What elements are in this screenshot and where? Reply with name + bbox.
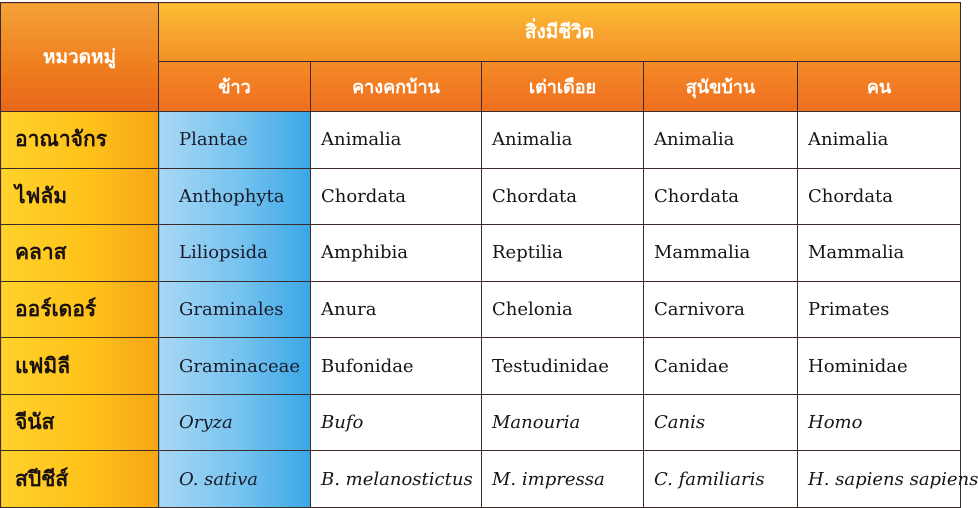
table-cell: Bufonidae <box>311 338 482 395</box>
table-cell: Chordata <box>311 168 482 225</box>
table-cell: Carnivora <box>644 281 798 338</box>
table-cell: Chordata <box>644 168 798 225</box>
table-cell: Animalia <box>644 112 798 169</box>
taxonomy-table <box>0 2 978 508</box>
table-cell: Homo <box>798 394 961 451</box>
table-row-phylum <box>1 168 961 225</box>
table-row-species <box>1 451 961 508</box>
table-cell: Mammalia <box>798 225 961 282</box>
table-row-order <box>1 281 961 338</box>
table-cell: Graminaceae <box>159 338 311 395</box>
table-cell: Graminales <box>159 281 311 338</box>
organism-header-toad: คางคกบ้าน <box>311 61 482 112</box>
table-cell: Chordata <box>798 168 961 225</box>
table-row-genus <box>1 394 961 451</box>
rank-label: คลาส <box>1 225 159 282</box>
header-row-top <box>1 3 961 62</box>
table-cell: Primates <box>798 281 961 338</box>
table-cell: Liliopsida <box>159 225 311 282</box>
table-cell: Anthophyta <box>159 168 311 225</box>
rank-label: ไฟลัม <box>1 168 159 225</box>
table-row-family <box>1 338 961 395</box>
organism-header-tortoise: เต่าเดือย <box>482 61 644 112</box>
table-cell: Reptilia <box>482 225 644 282</box>
table-cell: Plantae <box>159 112 311 169</box>
table-cell: Bufo <box>311 394 482 451</box>
rank-label: แฟมิลี <box>1 338 159 395</box>
table-cell: C. familiaris <box>644 451 798 508</box>
organisms-header: สิ่งมีชีวิต <box>159 3 961 62</box>
table-cell: Animalia <box>798 112 961 169</box>
table-cell: Oryza <box>159 394 311 451</box>
table-cell: Animalia <box>311 112 482 169</box>
rank-label: จีนัส <box>1 394 159 451</box>
category-header: หมวดหมู่ <box>1 3 159 112</box>
table-cell: Chelonia <box>482 281 644 338</box>
organism-header-human: คน <box>798 61 961 112</box>
table-row-class <box>1 225 961 282</box>
table-cell: M. impressa <box>482 451 644 508</box>
table-cell: Anura <box>311 281 482 338</box>
table-cell: Hominidae <box>798 338 961 395</box>
organism-header-rice: ข้าว <box>159 61 311 112</box>
table-cell: H. sapiens sapiens <box>798 451 961 508</box>
rank-label: ออร์เดอร์ <box>1 281 159 338</box>
table-cell: Canidae <box>644 338 798 395</box>
table-cell: Testudinidae <box>482 338 644 395</box>
rank-label: สปีชีส์ <box>1 451 159 508</box>
table-cell: Mammalia <box>644 225 798 282</box>
table-cell: O. sativa <box>159 451 311 508</box>
table-cell: Chordata <box>482 168 644 225</box>
table-cell: Manouria <box>482 394 644 451</box>
table-cell: Animalia <box>482 112 644 169</box>
table-row-kingdom <box>1 112 961 169</box>
table-cell: B. melanostictus <box>311 451 482 508</box>
organism-header-dog: สุนัขบ้าน <box>644 61 798 112</box>
table-cell: Amphibia <box>311 225 482 282</box>
rank-label: อาณาจักร <box>1 112 159 169</box>
table-cell: Canis <box>644 394 798 451</box>
